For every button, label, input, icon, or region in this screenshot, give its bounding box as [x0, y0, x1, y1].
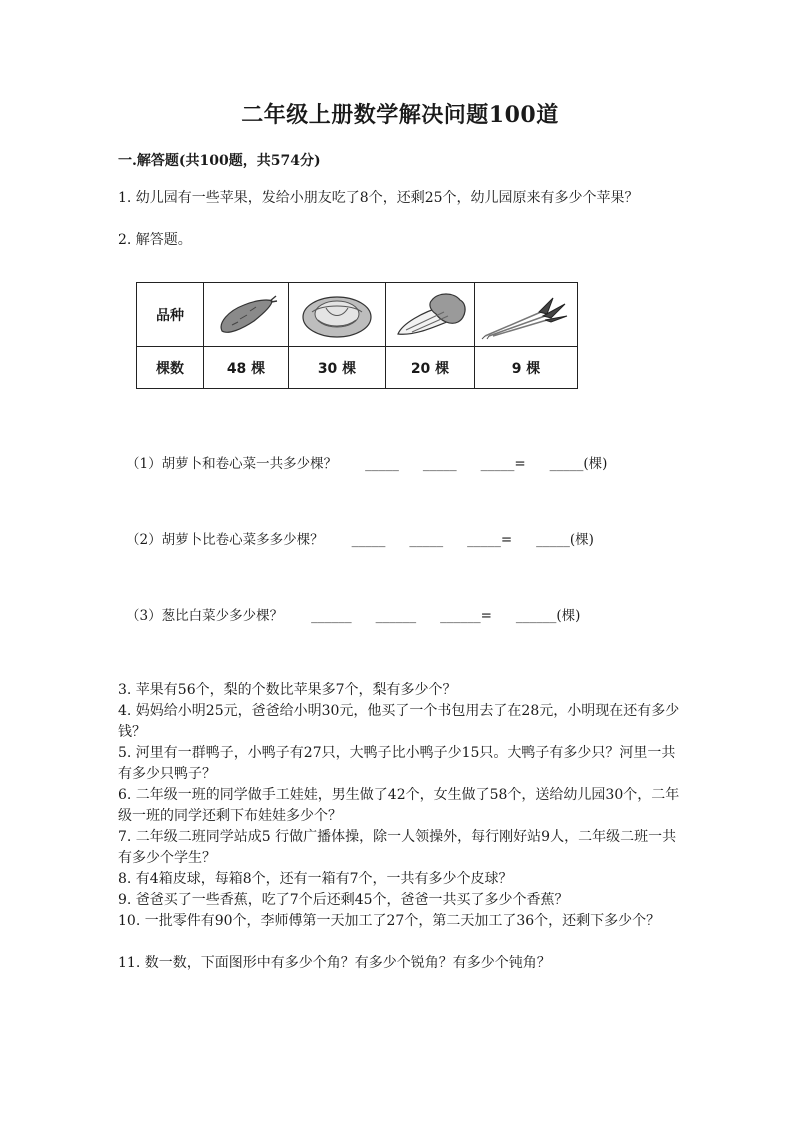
equals-sign: =: [500, 532, 513, 548]
scallion-count: 9 棵: [475, 347, 578, 389]
chinese-cabbage-count: 20 棵: [386, 347, 475, 389]
question-1: 1. 幼儿园有一些苹果，发给小朋友吃了8个，还剩25个，幼儿园原来有多少个苹果？: [118, 190, 639, 206]
table-row: [137, 283, 578, 347]
question-8: 8. 有4箱皮球，每箱8个，还有一箱有7个，一共有多少个皮球？: [118, 871, 513, 887]
sub-question-prompt: （1）胡萝卜和卷心菜一共多少棵？: [126, 456, 338, 472]
scallion-icon: [475, 283, 578, 347]
table-cell-count-label: 棵数: [137, 347, 204, 389]
answer-blank[interactable]: _____: [467, 532, 501, 548]
question-4: 4. 妈妈给小明25元，爸爸给小明30元，他买了一个书包用去了在28元，小明现在还有多少钱？: [118, 703, 680, 740]
unit-label: (棵): [583, 456, 608, 472]
sub-question-prompt: （2）胡萝卜比卷心菜多多少棵？: [126, 532, 324, 548]
sub-question-prompt: （3）葱比白菜少多少棵？: [126, 608, 284, 624]
equals-sign: =: [514, 456, 526, 472]
answer-blank[interactable]: ______: [375, 608, 417, 624]
unit-label: (棵): [569, 532, 594, 548]
answer-blank[interactable]: _____: [422, 456, 457, 472]
chinese-cabbage-icon: [386, 283, 475, 347]
question-3: 3. 苹果有56个，梨的个数比苹果多7个，梨有多少个？: [118, 682, 457, 698]
answer-blank[interactable]: ______: [515, 608, 557, 624]
table-cell-variety-label: 品种: [137, 283, 204, 347]
table-row: [137, 347, 578, 389]
answer-blank[interactable]: _____: [549, 456, 584, 472]
equals-sign: =: [480, 608, 492, 624]
answer-blank[interactable]: _____: [480, 456, 515, 472]
cabbage-icon: [289, 283, 386, 347]
answer-blank[interactable]: ______: [311, 608, 352, 624]
answer-blank[interactable]: _____: [409, 532, 444, 548]
sub-question-3: [126, 604, 580, 624]
carrot-count: 48 棵: [204, 347, 289, 389]
question-11: 11. 数一数，下面图形中有多少个角？有多少个锐角？有多少个钝角？: [118, 955, 551, 971]
answer-blank[interactable]: _____: [351, 532, 386, 548]
question-9: 9. 爸爸买了一些香蕉，吃了7个后还剩45个，爸爸一共买了多少个香蕉？: [118, 892, 569, 908]
question-2: 2. 解答题。: [118, 232, 192, 248]
question-5: 5. 河里有一群鸭子，小鸭子有27只，大鸭子比小鸭子少15只。大鸭子有多少只？河里一共有多少只鸭子？: [118, 745, 676, 782]
unit-label: (棵): [556, 608, 581, 624]
sub-question-1: [126, 452, 607, 472]
question-7: 7. 二年级二班同学站成5 行做广播体操，除一人领操外，每行刚好站9人，二年级二班一共有多少个学生？: [118, 829, 677, 866]
answer-blank[interactable]: _____: [536, 532, 570, 548]
cabbage-count: 30 棵: [289, 347, 386, 389]
question-10: 10. 一批零件有90个，李师傅第一天加工了27个，第二天加工了36个，还剩下多少个？: [118, 913, 661, 929]
answer-blank[interactable]: _____: [365, 456, 399, 472]
vegetable-table: [136, 282, 578, 389]
question-6: 6. 二年级一班的同学做手工娃娃，男生做了42个，女生做了58个，送给幼儿园30个，二年级一班的同学还剩下布娃娃多少个？: [118, 787, 680, 824]
answer-blank[interactable]: ______: [440, 608, 481, 624]
section-heading: 一.解答题(共100题，共574分): [118, 153, 321, 169]
sub-question-2: [126, 528, 594, 548]
carrot-icon: [204, 283, 289, 347]
page-title: 二年级上册数学解决问题100道: [241, 102, 559, 128]
